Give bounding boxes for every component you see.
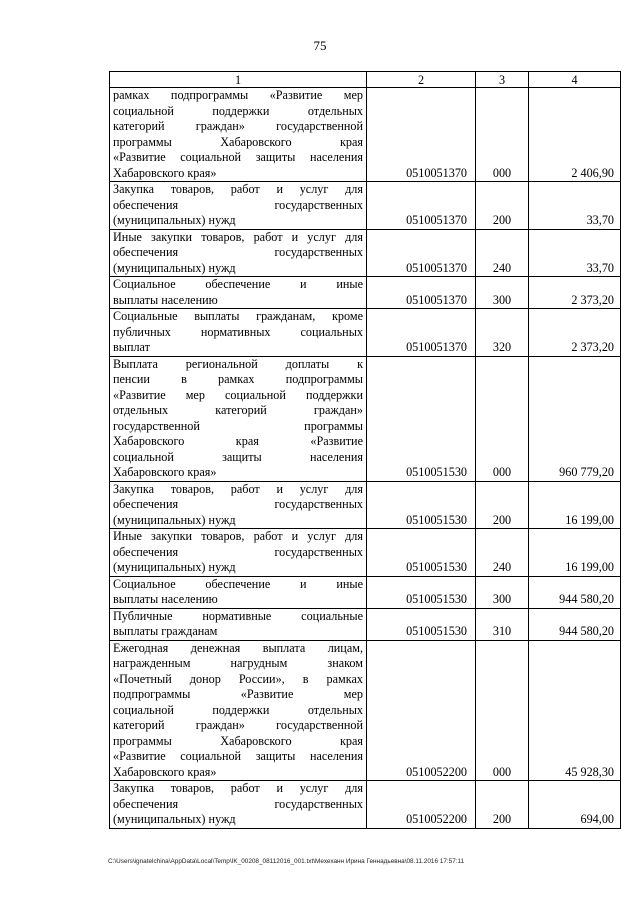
row-name-line: рамках подпрограммы «Развитие мер xyxy=(113,88,363,102)
row-amount-cell: 944 580,20 xyxy=(529,608,621,640)
table-body xyxy=(110,72,621,829)
table-row xyxy=(110,229,621,277)
row-code-cell: 0510051530 xyxy=(367,529,476,577)
column-header-1: 1 xyxy=(110,72,367,88)
row-expense-type-cell: 200 xyxy=(476,481,529,529)
row-name-cell xyxy=(110,356,367,481)
row-name-cell xyxy=(110,529,367,577)
table-row xyxy=(110,529,621,577)
row-expense-type-cell: 000 xyxy=(476,88,529,182)
row-name-cell xyxy=(110,309,367,357)
budget-table xyxy=(109,71,621,829)
table-row xyxy=(110,640,621,781)
row-name-line: «Почетный донор России», в рамках xyxy=(113,671,363,686)
row-expense-type-cell: 200 xyxy=(476,182,529,230)
page-number: 75 xyxy=(313,38,327,53)
row-amount-cell: 16 199,00 xyxy=(529,529,621,577)
row-expense-type-cell: 240 xyxy=(476,529,529,577)
row-code-cell: 0510051530 xyxy=(367,481,476,529)
row-amount-cell: 944 580,20 xyxy=(529,576,621,608)
row-name-line: Социальное обеспечение и иные xyxy=(113,277,363,291)
row-name-line: Хабаровского края» xyxy=(113,165,217,180)
row-name-line: Социальные выплаты гражданам, кроме xyxy=(113,309,363,323)
row-name-line: государственной программы xyxy=(113,418,363,433)
row-name-line: Социальное обеспечение и иные xyxy=(113,576,363,591)
row-name-line: публичных нормативных социальных xyxy=(113,324,363,339)
table-row xyxy=(110,576,621,608)
table-row xyxy=(110,608,621,640)
table-row xyxy=(110,356,621,481)
row-expense-type-cell: 200 xyxy=(476,781,529,829)
row-name-line: программы Хабаровского края xyxy=(113,134,363,149)
row-name-line: категорий граждан» государственной xyxy=(113,119,363,133)
row-name-cell xyxy=(110,88,367,182)
row-name-cell xyxy=(110,481,367,529)
table-header-row xyxy=(110,72,621,88)
row-name-line: программы Хабаровского края xyxy=(113,733,363,748)
column-header-2: 2 xyxy=(367,72,476,88)
row-name-line: «Развитие мер социальной поддержки xyxy=(113,387,363,402)
row-name-line: социальной поддержки отдельных xyxy=(113,702,363,717)
row-name-cell xyxy=(110,229,367,277)
row-name-line: «Развитие социальной защиты населения xyxy=(113,150,363,164)
row-amount-cell: 2 373,20 xyxy=(529,309,621,357)
row-code-cell: 0510051370 xyxy=(367,309,476,357)
row-name-line: выплаты населению xyxy=(113,292,218,307)
row-name-line: Закупка товаров, работ и услуг для xyxy=(113,481,363,496)
row-name-line: Иные закупки товаров, работ и услуг для xyxy=(113,229,363,244)
row-name-line: социальной защиты населения xyxy=(113,449,363,464)
column-header-3: 3 xyxy=(476,72,529,88)
table-row xyxy=(110,309,621,357)
row-name-line: обеспечения государственных xyxy=(113,245,363,259)
table-row xyxy=(110,182,621,230)
row-name-line: (муниципальных) нужд xyxy=(113,560,236,574)
row-name-line: Хабаровского края» xyxy=(113,764,217,779)
row-amount-cell: 694,00 xyxy=(529,781,621,829)
row-name-cell xyxy=(110,576,367,608)
row-name-line: Закупка товаров, работ и услуг для xyxy=(113,182,363,196)
row-name-line: (муниципальных) нужд xyxy=(113,213,236,227)
row-amount-cell: 16 199,00 xyxy=(529,481,621,529)
row-name-line: (муниципальных) нужд xyxy=(113,812,236,826)
row-code-cell: 0510051370 xyxy=(367,277,476,309)
row-name-line: обеспечения государственных xyxy=(113,796,363,811)
row-amount-cell: 33,70 xyxy=(529,229,621,277)
row-name-line: обеспечения государственных xyxy=(113,197,363,212)
row-name-cell xyxy=(110,182,367,230)
row-name-line: (муниципальных) нужд xyxy=(113,512,236,527)
row-expense-type-cell: 320 xyxy=(476,309,529,357)
row-name-line: Ежегодная денежная выплата лицам, xyxy=(113,640,363,655)
row-code-cell: 0510051370 xyxy=(367,229,476,277)
row-name-line: обеспечения государственных xyxy=(113,497,363,511)
file-path-footer: C:\Users\ignatelchina\AppData\Local\Temp\IK_00208_08112016_001.txt\Мехеханн Ирина Геннадьевна\08.11.2016 17:57:11 xyxy=(108,858,465,865)
row-name-cell xyxy=(110,608,367,640)
row-expense-type-cell: 240 xyxy=(476,229,529,277)
row-amount-cell: 45 928,30 xyxy=(529,640,621,781)
row-expense-type-cell: 300 xyxy=(476,277,529,309)
row-expense-type-cell: 300 xyxy=(476,576,529,608)
row-name-line: подпрограммы «Развитие мер xyxy=(113,687,363,701)
row-name-line: пенсии в рамках подпрограммы xyxy=(113,372,363,386)
row-expense-type-cell: 000 xyxy=(476,356,529,481)
row-amount-cell: 2 373,20 xyxy=(529,277,621,309)
row-expense-type-cell: 310 xyxy=(476,608,529,640)
row-name-line: Выплата региональной доплаты к xyxy=(113,356,363,371)
row-name-line: (муниципальных) нужд xyxy=(113,260,236,275)
row-name-line: Хабаровского края «Развитие xyxy=(113,434,363,448)
row-code-cell: 0510051530 xyxy=(367,608,476,640)
row-name-line: выплаты гражданам xyxy=(113,624,218,638)
table-row xyxy=(110,481,621,529)
row-expense-type-cell: 000 xyxy=(476,640,529,781)
row-name-cell xyxy=(110,781,367,829)
row-code-cell: 0510051370 xyxy=(367,88,476,182)
row-name-line: Хабаровского края» xyxy=(113,465,217,479)
row-code-cell: 0510052200 xyxy=(367,640,476,781)
row-code-cell: 0510051370 xyxy=(367,182,476,230)
table-row xyxy=(110,88,621,182)
row-amount-cell: 33,70 xyxy=(529,182,621,230)
table-row xyxy=(110,277,621,309)
column-header-4: 4 xyxy=(529,72,621,88)
row-name-cell xyxy=(110,277,367,309)
row-name-line: выплат xyxy=(113,340,150,354)
row-name-line: социальной поддержки отдельных xyxy=(113,103,363,118)
row-name-line: Иные закупки товаров, работ и услуг для xyxy=(113,529,363,543)
row-code-cell: 0510051530 xyxy=(367,576,476,608)
row-name-line: «Развитие социальной защиты населения xyxy=(113,749,363,763)
row-amount-cell: 960 779,20 xyxy=(529,356,621,481)
row-name-line: отдельных категорий граждан» xyxy=(113,403,363,417)
row-name-cell xyxy=(110,640,367,781)
row-name-line: Закупка товаров, работ и услуг для xyxy=(113,781,363,795)
row-name-line: выплаты населению xyxy=(113,592,218,606)
row-amount-cell: 2 406,90 xyxy=(529,88,621,182)
row-code-cell: 0510052200 xyxy=(367,781,476,829)
row-name-line: обеспечения государственных xyxy=(113,544,363,559)
row-name-line: категорий граждан» государственной xyxy=(113,718,363,732)
row-name-line: награжденным нагрудным знаком xyxy=(113,656,363,670)
table-row xyxy=(110,781,621,829)
row-name-line: Публичные нормативные социальные xyxy=(113,608,363,623)
row-code-cell: 0510051530 xyxy=(367,356,476,481)
